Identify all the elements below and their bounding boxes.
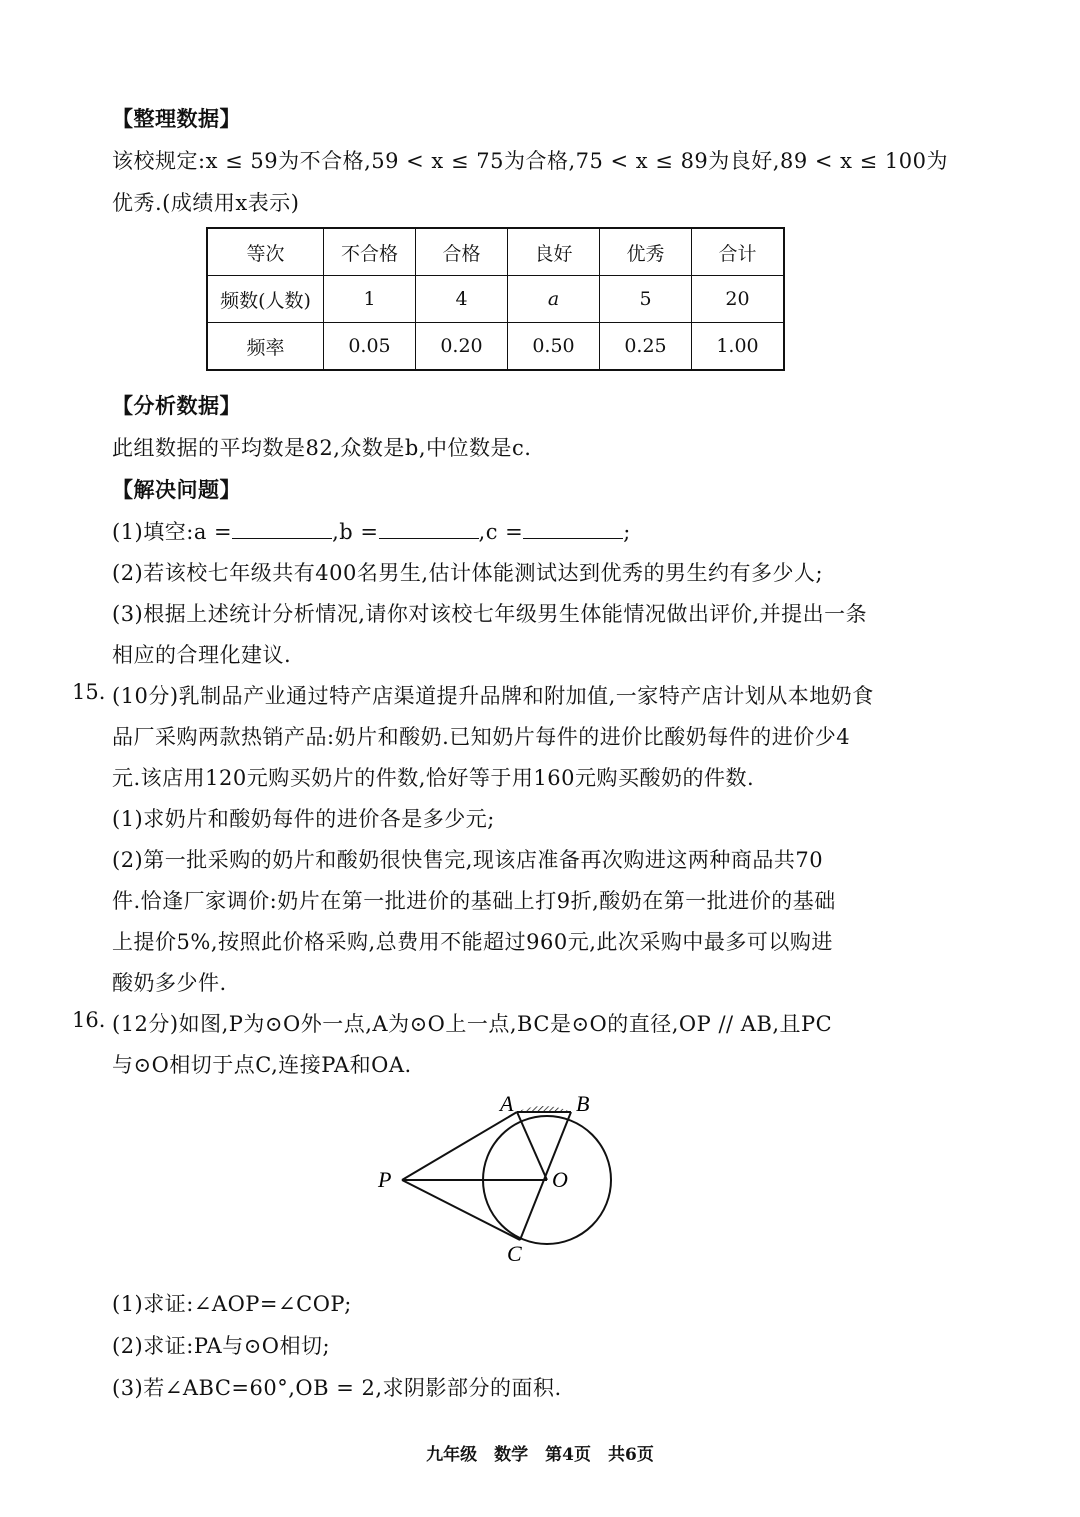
table-row [207,323,784,371]
q1-b-label: ,b = [332,520,379,544]
geometry-figure [360,1085,630,1265]
table-header-cell: 等次 [207,228,324,276]
answer-blank-a[interactable] [232,520,332,539]
table-cell: 5 [600,276,692,323]
analysis-heading: 【分析数据】 [112,393,241,418]
analysis-text: 此组数据的平均数是82,众数是b,中位数是c. [112,436,532,460]
table-cell: 0.20 [416,323,508,371]
p15-line1: (10分)乳制品产业通过特产店渠道提升品牌和附加值,一家特产店计划从本地奶食 [112,684,874,708]
table-cell: 4 [416,276,508,323]
p15-line2: 品厂采购两款热销产品:奶片和酸奶.已知奶片每件的进价比酸奶每件的进价少4 [112,725,851,749]
question-number-16: 16. [72,1008,106,1032]
page-footer: 九年级 数学 第4页 共6页 [426,1445,654,1465]
q1-end: ; [623,520,631,544]
table-cell: a [508,276,600,323]
label-b: B [576,1091,590,1116]
rule-text-line1: 该校规定:x ≤ 59为不合格,59 < x ≤ 75为合格,75 < x ≤ 89为良好,89 < x ≤ 100为 [112,149,949,173]
p15-q2-line3: 上提价5%,按照此价格采购,总费用不能超过960元,此次采购中最多可以购进 [112,930,833,954]
table-row [207,276,784,323]
answer-blank-b[interactable] [379,520,479,539]
p16-q3: (3)若∠ABC=60°,OB = 2,求阴影部分的面积. [112,1376,562,1400]
q1-c-label: ,c = [478,520,524,544]
solve-q3-line2: 相应的合理化建议. [112,643,292,667]
table-cell: 0.25 [600,323,692,371]
p16-q2: (2)求证:PA与⊙O相切; [112,1334,331,1358]
table-cell: 0.05 [324,323,416,371]
solve-q1 [112,516,631,546]
table-header-cell: 合计 [692,228,785,276]
table-header-cell: 良好 [508,228,600,276]
table-cell: 20 [692,276,785,323]
table-header-cell: 合格 [416,228,508,276]
tangent-pa [402,1112,517,1180]
p15-q2-line1: (2)第一批采购的奶片和酸奶很快售完,现该店准备再次购进这两种商品共70 [112,848,824,872]
solve-heading: 【解决问题】 [112,477,241,502]
solve-q3-line1: (3)根据上述统计分析情况,请你对该校七年级男生体能情况做出评价,并提出一条 [112,602,868,626]
organize-heading: 【整理数据】 [112,106,241,131]
table-cell: 频数(人数) [207,276,324,323]
q1-prefix: (1)填空:a = [112,520,233,544]
p16-q1: (1)求证:∠AOP=∠COP; [112,1292,352,1316]
table-cell: 1.00 [692,323,785,371]
segment-oa [517,1112,547,1180]
answer-blank-c[interactable] [523,520,623,539]
p15-q2-line2: 件.恰逢厂家调价:奶片在第一批进价的基础上打9折,酸奶在第一批进价的基础 [112,889,836,913]
label-a: A [500,1091,514,1116]
label-c: C [507,1241,522,1265]
table-header-cell: 不合格 [324,228,416,276]
frequency-table [206,227,785,371]
table-cell: 0.50 [508,323,600,371]
question-number-15: 15. [72,680,106,704]
p15-line3: 元.该店用120元购买奶片的件数,恰好等于用160元购买酸奶的件数. [112,766,755,790]
label-o: O [552,1167,568,1192]
p15-q1: (1)求奶片和酸奶每件的进价各是多少元; [112,807,495,831]
table-cell: 频率 [207,323,324,371]
table-header-row [207,228,784,276]
tangent-pc [402,1180,520,1240]
p16-line1: (12分)如图,P为⊙O外一点,A为⊙O上一点,BC是⊙O的直径,OP // AB,且PC [112,1012,833,1036]
label-p: P [378,1167,392,1192]
p15-q2-line4: 酸奶多少件. [112,971,227,995]
rule-text-line2: 优秀.(成绩用x表示) [112,191,300,215]
table-header-cell: 优秀 [600,228,692,276]
table-cell: 1 [324,276,416,323]
p16-line2: 与⊙O相切于点C,连接PA和OA. [112,1053,412,1077]
solve-q2: (2)若该校七年级共有400名男生,估计体能测试达到优秀的男生约有多少人; [112,561,824,585]
